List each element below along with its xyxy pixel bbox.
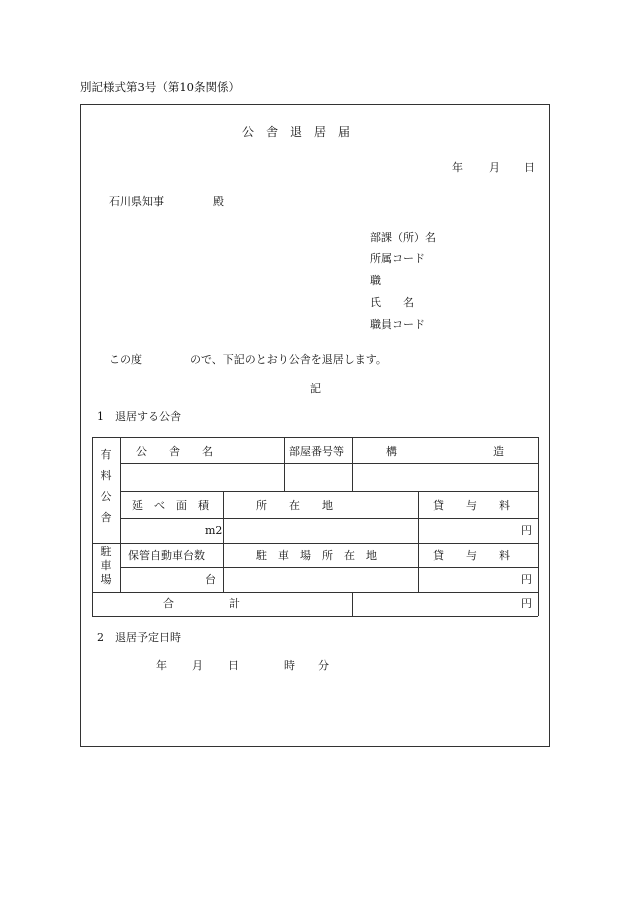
- employee-code-label: 職員コード: [370, 318, 425, 331]
- header-structure-1: 構: [386, 445, 397, 458]
- section2-heading: 2 退居予定日時: [97, 631, 181, 644]
- header-parking-location: 駐 車 場 所 在 地: [256, 549, 377, 562]
- paid-housing-label: 有 料 公 舎: [100, 448, 112, 524]
- header-location: 所 在 地: [256, 499, 333, 512]
- header-room-number: 部屋番号等: [289, 445, 344, 458]
- intro-text-part1: この度: [109, 353, 142, 366]
- section1-heading: 1 退居する公舎: [97, 410, 181, 423]
- rent-unit: 円: [521, 524, 532, 537]
- floor-area-unit: m2: [205, 524, 223, 537]
- honorific: 殿: [213, 195, 224, 208]
- header-structure-2: 造: [493, 445, 504, 458]
- move-out-day-label: 日: [228, 659, 239, 672]
- position-label: 職: [370, 274, 381, 287]
- date-year-label: 年: [452, 161, 463, 174]
- department-label: 部課（所）名: [370, 231, 436, 244]
- parking-rent-unit: 円: [521, 573, 532, 586]
- form-number: 別記様式第3号（第10条関係）: [80, 80, 240, 94]
- form-title: 公 舎 退 居 届: [242, 125, 351, 139]
- ki-label: 記: [310, 382, 321, 395]
- vehicle-count-unit: 台: [205, 573, 216, 586]
- affiliation-code-label: 所属コード: [370, 252, 425, 265]
- move-out-month-label: 月: [192, 659, 203, 672]
- header-parking-count: 保管自動車台数: [128, 549, 205, 562]
- addressee: 石川県知事: [109, 195, 164, 208]
- total-unit: 円: [521, 597, 532, 610]
- move-out-minute-label: 分: [318, 659, 329, 672]
- date-day-label: 日: [524, 161, 535, 174]
- intro-text-part2: ので、下記のとおり公舎を退居します。: [190, 353, 387, 366]
- date-month-label: 月: [489, 161, 500, 174]
- header-building-name: 公 舎 名: [136, 445, 213, 458]
- header-rent: 貸 与 料: [433, 499, 510, 512]
- header-floor-area: 延 べ 面 積: [132, 499, 209, 512]
- name-label: 氏 名: [370, 296, 414, 309]
- move-out-year-label: 年: [156, 659, 167, 672]
- parking-label: 駐 車 場: [100, 545, 112, 586]
- total-label: 合 計: [163, 597, 240, 610]
- header-parking-rent: 貸 与 料: [433, 549, 510, 562]
- move-out-hour-label: 時: [284, 659, 295, 672]
